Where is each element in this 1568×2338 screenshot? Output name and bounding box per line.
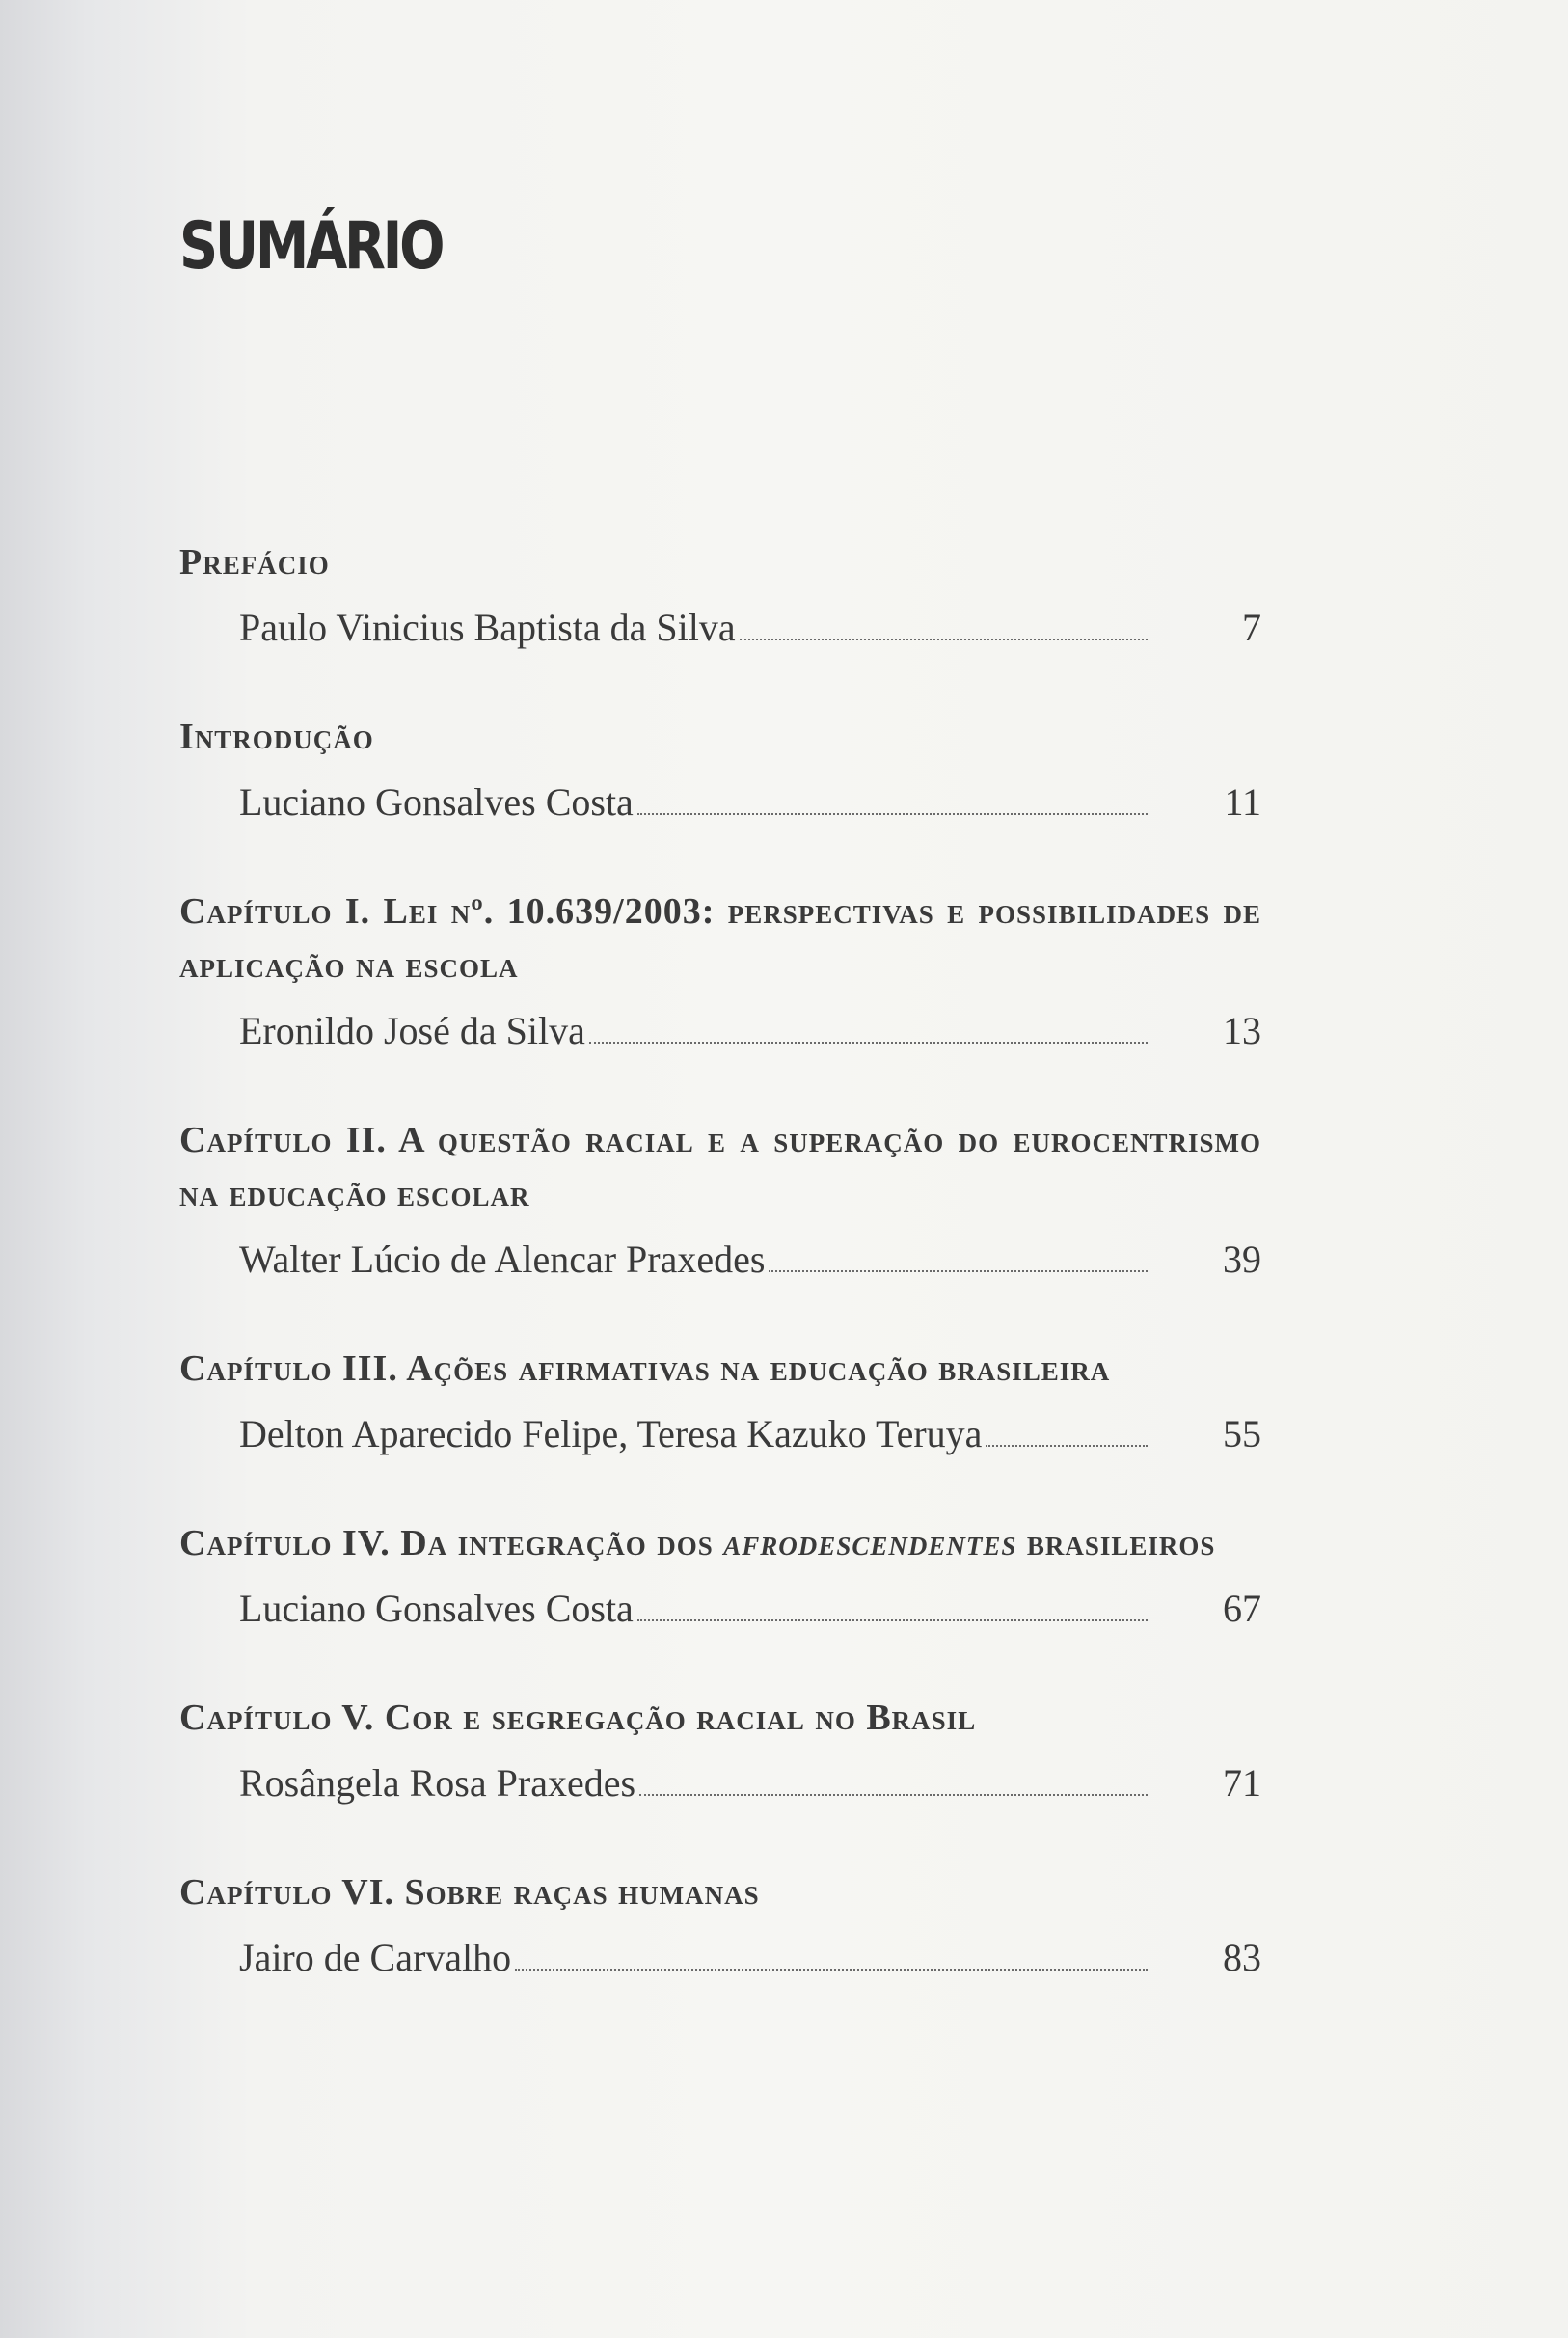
toc-heading-title: Da integração dos afrodescendentes brasileiros: [400, 1523, 1216, 1563]
toc-page-number: 71: [1223, 1761, 1261, 1805]
toc-heading-label: Capítulo II.: [179, 1120, 387, 1160]
toc-entry-introducao: [179, 710, 1261, 831]
dot-leader: [637, 813, 1148, 815]
toc-author-line: [179, 1231, 1261, 1289]
toc-heading-title-italic: afrodescendentes: [723, 1523, 1017, 1563]
dot-leader: [637, 1619, 1148, 1621]
toc-heading-label: Prefácio: [179, 542, 330, 583]
toc-page-number: 13: [1223, 1009, 1261, 1052]
toc-heading-title: Cor e segregação racial no Brasil: [384, 1698, 977, 1738]
toc-heading-title: Lei nº. 10.639/2003: perspectivas e possibilidades de aplicação na escola: [179, 891, 1261, 986]
toc-heading: [179, 1516, 1261, 1570]
toc-author: Walter Lúcio de Alencar Praxedes: [239, 1237, 766, 1281]
dot-leader: [769, 1270, 1148, 1272]
toc-entry-capitulo-2: [179, 1113, 1261, 1289]
toc-author: Delton Aparecido Felipe, Teresa Kazuko Teruya: [239, 1412, 983, 1455]
toc-author-line: [179, 1929, 1261, 1987]
dot-leader: [639, 1794, 1148, 1796]
toc-heading: [179, 535, 1261, 589]
toc-page-number: 7: [1242, 606, 1261, 649]
toc-entry-capitulo-4: [179, 1516, 1261, 1638]
dot-leader: [740, 639, 1148, 640]
toc-entry-capitulo-3: [179, 1342, 1261, 1463]
toc-heading: [179, 710, 1261, 764]
dot-leader: [515, 1969, 1148, 1971]
toc-page-number: 83: [1223, 1936, 1261, 1979]
dot-leader: [986, 1445, 1148, 1447]
toc-heading-label: Capítulo III.: [179, 1348, 398, 1389]
table-of-contents: [179, 535, 1261, 2040]
toc-page-number: 55: [1223, 1412, 1261, 1455]
toc-author: Paulo Vinicius Baptista da Silva: [239, 606, 736, 649]
toc-heading: [179, 884, 1261, 992]
toc-heading: [179, 1865, 1261, 1919]
dot-leader: [589, 1042, 1148, 1044]
toc-author: Eronildo José da Silva: [239, 1009, 585, 1052]
toc-author-line: [179, 1405, 1261, 1463]
toc-heading: [179, 1113, 1261, 1221]
toc-page-number: 67: [1223, 1587, 1261, 1630]
toc-heading-title: Sobre raças humanas: [404, 1872, 760, 1913]
toc-author: Jairo de Carvalho: [239, 1936, 512, 1979]
toc-entry-capitulo-6: [179, 1865, 1261, 1987]
toc-author: Rosângela Rosa Praxedes: [239, 1761, 636, 1805]
toc-page-number: 11: [1224, 780, 1261, 824]
toc-author-line: [179, 1580, 1261, 1638]
toc-heading-label: Capítulo IV.: [179, 1523, 391, 1563]
toc-author-line: [179, 1002, 1261, 1060]
toc-heading-label: Introdução: [179, 717, 374, 757]
toc-heading-label: Capítulo I.: [179, 891, 371, 932]
toc-author: Luciano Gonsalves Costa: [239, 1587, 634, 1630]
toc-author-line: [179, 774, 1261, 831]
toc-author-line: [179, 1754, 1261, 1812]
toc-author: Luciano Gonsalves Costa: [239, 780, 634, 824]
toc-entry-prefacio: [179, 535, 1261, 657]
toc-entry-capitulo-5: [179, 1691, 1261, 1812]
page-title: SUMÁRIO: [179, 208, 443, 285]
toc-page-number: 39: [1223, 1237, 1261, 1281]
toc-heading-label: Capítulo VI.: [179, 1872, 395, 1913]
toc-author-line: [179, 599, 1261, 657]
toc-heading: [179, 1691, 1261, 1745]
toc-heading-title: Ações afirmativas na educação brasileira: [406, 1348, 1111, 1389]
toc-heading-label: Capítulo V.: [179, 1698, 375, 1738]
toc-heading-title: A questão racial e a superação do eurocentrismo na educação escolar: [179, 1120, 1261, 1214]
toc-heading: [179, 1342, 1261, 1396]
toc-entry-capitulo-1: [179, 884, 1261, 1060]
